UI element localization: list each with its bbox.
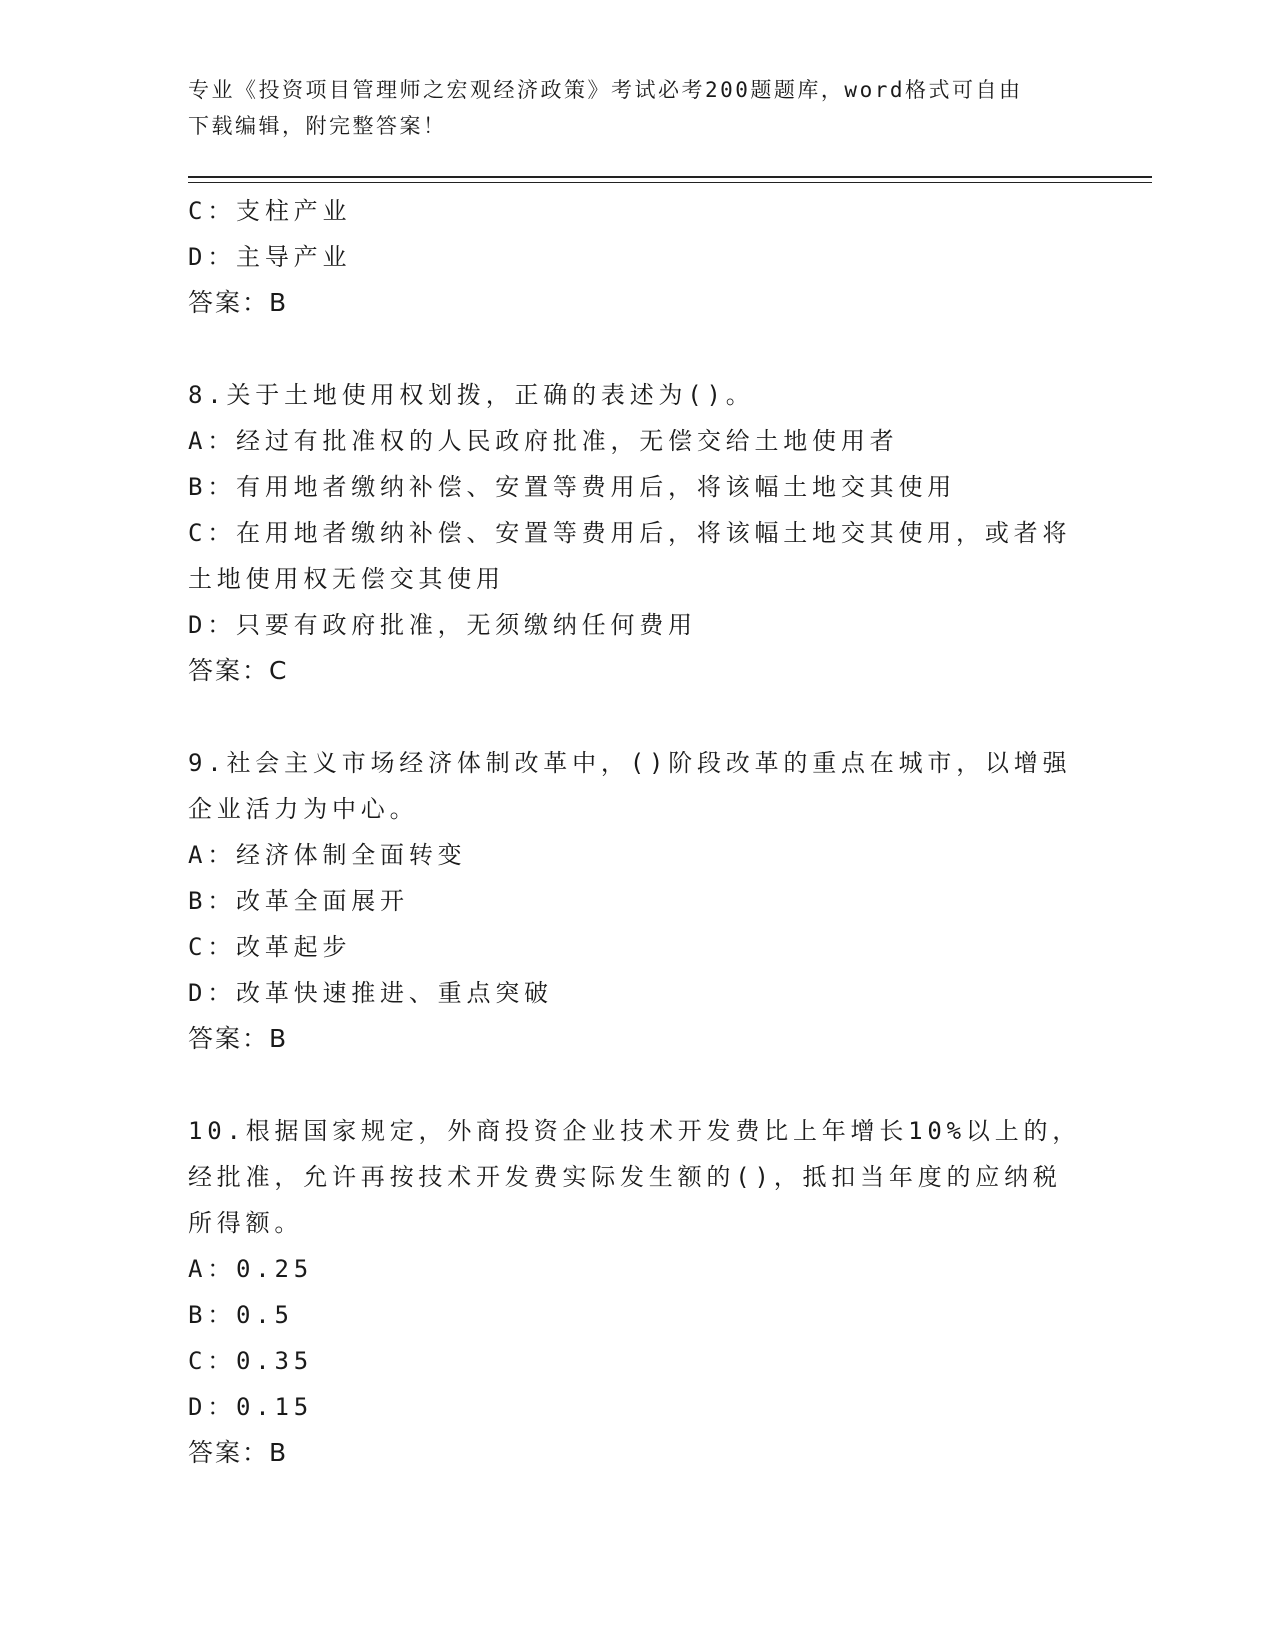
question-10: [188, 1108, 1088, 1476]
header-divider-thin: [188, 182, 1152, 183]
answer-label: 答案：B: [188, 1024, 289, 1053]
option-c: C：0.35: [188, 1347, 314, 1375]
option-d: D：主导产业: [188, 243, 352, 271]
option-d: D：只要有政府批准，无须缴纳任何费用: [188, 611, 697, 639]
header-divider-thick: [188, 176, 1152, 178]
question-stem-continued: 所得额。: [188, 1209, 304, 1237]
option-d: D：改革快速推进、重点突破: [188, 979, 553, 1007]
option-c: C：支柱产业: [188, 197, 352, 225]
question-list: [188, 188, 1088, 1476]
spacer: [188, 694, 1088, 740]
option-b: B：有用地者缴纳补偿、安置等费用后，将该幅土地交其使用: [188, 473, 957, 501]
question-8: [188, 372, 1088, 694]
option-a: A：0.25: [188, 1255, 314, 1283]
option-c-continued: 土地使用权无偿交其使用: [188, 565, 505, 593]
option-c: C：改革起步: [188, 933, 352, 961]
header-line-1: 专业《投资项目管理师之宏观经济政策》考试必考200题题库，word格式可自由: [188, 78, 1023, 102]
spacer: [188, 1062, 1088, 1108]
answer-label: 答案：B: [188, 288, 289, 317]
answer-label: 答案：C: [188, 656, 289, 685]
question-stem: 9.社会主义市场经济体制改革中，()阶段改革的重点在城市，以增强: [188, 749, 1072, 777]
header-line-2: 下载编辑，附完整答案！: [188, 114, 447, 138]
question-stem: 10.根据国家规定，外商投资企业技术开发费比上年增长10%以上的，: [188, 1117, 1082, 1145]
question-stem: 8.关于土地使用权划拨，正确的表述为()。: [188, 381, 755, 409]
option-b: B：0.5: [188, 1301, 294, 1329]
question-stem-continued: 企业活力为中心。: [188, 795, 419, 823]
option-a: A：经过有批准权的人民政府批准，无偿交给土地使用者: [188, 427, 899, 455]
option-c: C：在用地者缴纳补偿、安置等费用后，将该幅土地交其使用，或者将: [188, 519, 1072, 547]
question-9: [188, 740, 1088, 1062]
option-b: B：改革全面展开: [188, 887, 409, 915]
document-header: [188, 72, 1068, 144]
option-a: A：经济体制全面转变: [188, 841, 467, 869]
question-stem-continued: 经批准，允许再按技术开发费实际发生额的()，抵扣当年度的应纳税: [188, 1163, 1062, 1191]
spacer: [188, 326, 1088, 372]
question-fragment: [188, 188, 1088, 326]
answer-label: 答案：B: [188, 1438, 289, 1467]
option-d: D：0.15: [188, 1393, 314, 1421]
